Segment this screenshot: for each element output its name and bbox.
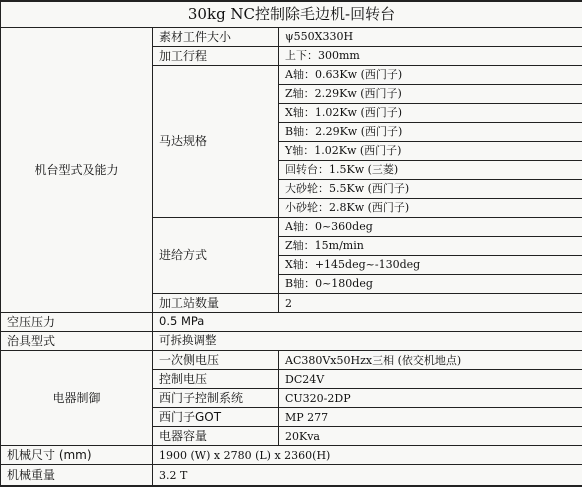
travel-label: 加工行程 [153, 46, 279, 65]
material-size-value: ψ550X330H [279, 27, 582, 46]
motor-spec-value: 大砂轮：5.5Kw (西门子) [279, 179, 582, 198]
electrical-row-value: DC24V [279, 370, 582, 389]
station-count-value: 2 [279, 293, 582, 312]
motor-spec-value: Y轴：1.02Kw (西门子) [279, 141, 582, 160]
air-pressure-label: 空压压力 [1, 313, 153, 332]
feed-method-value: X轴：+145deg~-130deg [279, 255, 582, 274]
table-row [1, 351, 582, 370]
electrical-row-label: 控制电压 [153, 370, 279, 389]
electrical-row-value: CU320-2DP [279, 389, 582, 408]
feed-method-value: Z轴：15m/min [279, 236, 582, 255]
weight-label: 机械重量 [1, 465, 153, 486]
feed-method-value: B轴：0~180deg [279, 274, 582, 293]
electrical-row-label: 西门子控制系统 [153, 389, 279, 408]
feed-method-label: 进给方式 [153, 217, 279, 293]
station-count-label: 加工站数量 [153, 293, 279, 312]
title-row [1, 1, 582, 27]
motor-spec-value: X轴：1.02Kw (西门子) [279, 103, 582, 122]
capacity-section-label: 机台型式及能力 [1, 27, 153, 312]
motor-spec-value: Z轴：2.29Kw (西门子) [279, 84, 582, 103]
electrical-row-value: MP 277 [279, 408, 582, 427]
motor-spec-value: B轴：2.29Kw (西门子) [279, 122, 582, 141]
table-row [1, 332, 582, 351]
electrical-row-label: 一次侧电压 [153, 351, 279, 370]
motor-spec-value: 小砂轮：2.8Kw (西门子) [279, 198, 582, 217]
table-row [1, 446, 582, 465]
material-size-label: 素材工件大小 [153, 27, 279, 46]
electrical-row-value: 20Kva [279, 427, 582, 446]
motor-spec-value: 回转台：1.5Kw (三菱) [279, 160, 582, 179]
electrical-row-label: 电器容量 [153, 427, 279, 446]
table-title: 30kg NC控制除毛边机-回转台 [1, 1, 582, 27]
table-row [1, 465, 582, 486]
dimensions-label: 机械尺寸 (mm) [1, 446, 153, 465]
fixture-type-label: 治具型式 [1, 332, 153, 351]
motor-spec-value: A轴：0.63Kw (西门子) [279, 65, 582, 84]
electrical-row-label: 西门子GOT [153, 408, 279, 427]
electrical-section-label: 电器制御 [1, 351, 153, 446]
motor-spec-label: 马达规格 [153, 65, 279, 217]
electrical-row-value: AC380Vx50Hzx三相 (依交机地点) [279, 351, 582, 370]
weight-value: 3.2 T [153, 465, 582, 486]
air-pressure-value: 0.5 MPa [153, 313, 582, 332]
fixture-type-value: 可拆换调整 [153, 332, 582, 351]
feed-method-value: A轴：0~360deg [279, 217, 582, 236]
table-row [1, 313, 582, 332]
travel-value: 上下：300mm [279, 46, 582, 65]
table-row [1, 27, 582, 46]
dimensions-value: 1900 (W) x 2780 (L) x 2360(H) [153, 446, 582, 465]
